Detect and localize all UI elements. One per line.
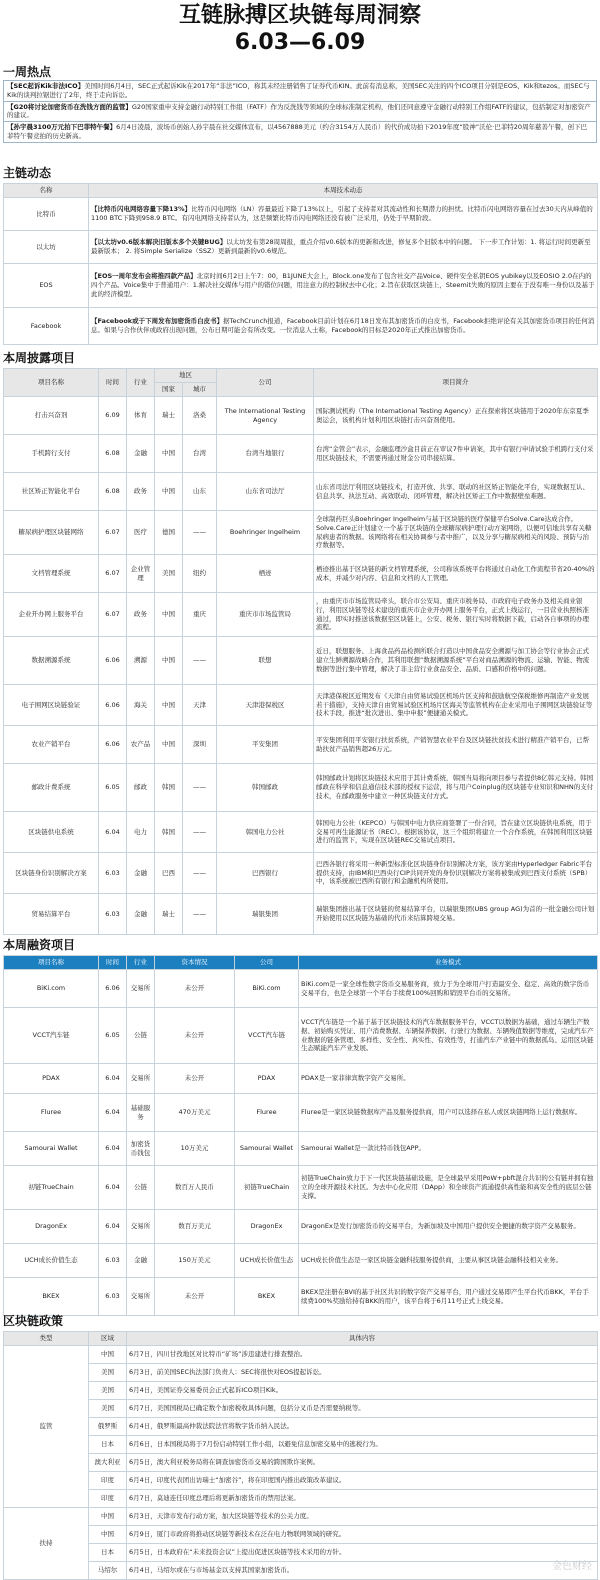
funding-time: 6.03 [99,1244,127,1278]
funding-industry: 交易所 [127,1210,155,1244]
project-time: 6.07 [99,593,127,637]
policy-region: 马绍尔 [89,1562,127,1580]
column-header-industry: 行业 [127,956,155,970]
column-header-city: 城市 [183,383,217,397]
table-row [4,764,598,812]
column-header-capital: 资本情况 [155,956,235,970]
funding-project-name: DragonEx [4,1210,99,1244]
project-company: 巴西银行 [217,853,314,894]
project-country: 中国 [155,473,183,511]
funding-business: BKEX是注册在BVI的基于社区共识的数字资产交易平台，用户通过交易即产生平台代币BKK，平台手续费100%奖励给持有BKK的用户，该平台将于6月11号正式上线交易。 [299,1278,598,1316]
project-city: —— [183,637,217,685]
project-industry: 体育 [127,397,155,435]
project-company: 平安集团 [217,726,314,764]
chain-name: 以太坊 [4,231,89,264]
project-name: 邮政计费系统 [4,764,99,812]
funding-company: Samourai Wallet [235,1132,299,1166]
funding-industry: 交易所 [127,970,155,1008]
table-row [4,726,598,764]
table-header-row [4,184,598,198]
project-country: 中国 [155,637,183,685]
table-row [4,264,598,308]
project-time: 6.05 [99,764,127,812]
project-name: 企业开办网上服务平台 [4,593,99,637]
project-country: 中国 [155,685,183,726]
project-industry: 企业管理 [127,555,155,593]
project-intro: 栖迹推出基于区块链的新文档管理系统，公司称该系统平台将通过自动化工作流程节省20-40%的成本，并减少对内容、信息和文档的人工管理。 [314,555,598,593]
column-header-type: 类型 [4,1332,89,1346]
chain-dynamics-text: 北京时间6月2日上午7：00，B1JUNE大会上，Block.one发布了包含社交产品Voice、硬件安全私钥EOS yubikey以及EOSIO 2.0在内的四个产品。Voice集中于普通用户：1.解决社交媒体与用户的错位问题，用注意力的控制权去中心化；2.旨在获取区块链上，Steemit失败的原因主要在于没有唯一身份以及基于此的经济模型。 [91,272,595,298]
funding-capital: 未公开 [155,1064,235,1094]
funding-business: PDAX是一家菲律宾数字资产交易所。 [299,1064,598,1094]
funding-company: 初链TrueChain [235,1166,299,1210]
table-row [4,1400,598,1418]
column-header-name: 名称 [4,184,89,198]
table-row [4,1436,598,1454]
funding-business: UCH成长价值生态是一家区块链金融科技服务提供商，主要从事区块链金融科技相关业务。 [299,1244,598,1278]
funding-company: PDAX [235,1064,299,1094]
policy-region: 俄罗斯 [89,1418,127,1436]
table-row [4,1064,598,1094]
funding-industry: 基础服务 [127,1094,155,1132]
policy-region: 澳大利亚 [89,1454,127,1472]
column-header-country: 国家 [155,383,183,397]
funding-time: 6.03 [99,1278,127,1316]
project-name: 农业产销平台 [4,726,99,764]
policy-content: 6月4日，印度代表团出访瑞士“加密谷”，将在印度国内推出政策改革建议。 [127,1472,598,1490]
project-city: 天津 [183,685,217,726]
project-intro: 瑞银集团推出基于区块链的贸易结算平台，以瑞银集团(UBS group AG)为首的一批金融公司计划开始使用以区块链为基础的代币来结算跨境交易。 [314,894,598,935]
funding-business: Fluree是一家区块链数据库产品及服务提供商，用户可以选择在私人或区块链网络上运行数据库。 [299,1094,598,1132]
project-name: 糖尿病护理区块链网络 [4,511,99,555]
main-chain-table [3,183,598,345]
project-intro: 近日，联想服务、上海食品药品检测所联合打造以中国食品安全溯源与加工协会等行业协会正式建立生鲜溯源战略合作，其利用联想“数据溯源系统”平台对商品溯源的物流、运输、智能、物流数据等进行集中管理，解决了非主营行业食品安全、品质、口感和价格中的问题。 [314,637,598,685]
column-header-time: 时间 [99,369,127,397]
project-country: 中国 [155,726,183,764]
policy-content: 6月7日，四川甘孜地区对比特币“矿场”涉违建进行排查整治。 [127,1346,598,1364]
funding-industry: 交易所 [127,1278,155,1316]
table-row [4,1132,598,1166]
project-company: 山东省司法厅 [217,473,314,511]
policy-region: 印度 [89,1490,127,1508]
policy-region: 美国 [89,1400,127,1418]
project-intro: 韩国电力公社（KEPCO）与韩国中电力供应商签署了一份合同，旨在建立区块链供电系统，用于交易可再生能源证书（REC）。根据该协议，这三个组织将建立一个合作系统，在韩国利用区块链进行的监管下，实现在区块链REC交易试点项目。 [314,812,598,853]
project-intro: 山东省司法厅利用区块链技术，打造开放、共享、联动的社区矫正智能化平台，实现数据互认、信息共享、执法互动、高效联动、闭环管理，解决社区矫正工作中数据壁垒难题。 [314,473,598,511]
project-industry: 邮政 [127,764,155,812]
column-header-intro: 项目简介 [314,369,598,397]
table-row [4,1008,598,1064]
hot-news-item [4,102,596,123]
table-row [4,1364,598,1382]
column-header-content: 具体内容 [127,1332,598,1346]
policy-table [3,1331,598,1580]
column-header-project: 项目名称 [4,369,99,397]
chain-dynamics-text: 据TechCrunch报道，Facebook目前计划在6月18日发布其加密货币的白皮书，Facebook拒绝评论有关其加密货币项目的任何消息。如果与合作伙伴或政府出现问题，公布日期可能会有所改变。一位消息人士称，Facebook的目标是2020年正式推出加密货币。 [91,317,595,334]
table-row [4,1544,598,1562]
project-country: 瑞士 [155,894,183,935]
table-row [4,1454,598,1472]
policy-content: 6月5日，日本政府在“未来投资会议”上提出促进区块链等技术采用的方针。 [127,1544,598,1562]
funding-company: UCH成长价值生态 [235,1244,299,1278]
funding-industry: 公链 [127,1166,155,1210]
project-time: 6.03 [99,894,127,935]
table-row [4,593,598,637]
project-company: 栖迹 [217,555,314,593]
chain-dynamics-tag: 【Facebook或于下周发布加密货币白皮书】 [91,317,224,326]
project-intro: ，由重庆市市场监管局牵头，联合市公安局、重庆市税务局、市政府电子政务办及相关商业银行，利用区块链等技术建设的重庆市企业开办网上服务平台，正式上线运行，一目营业执照核准通过，即实时推送该数据至区块链上，公安、税务、银行实时将数据下载，启动各自事项的办理流程。 [314,593,598,637]
project-name: 区块链供电系统 [4,812,99,853]
funding-project-name: BKEX [4,1278,99,1316]
project-city: —— [183,812,217,853]
project-city: —— [183,764,217,812]
funding-project-name: VCCT汽车链 [4,1008,99,1064]
column-header-dynamics: 本周技术动态 [89,184,598,198]
project-time: 6.08 [99,435,127,473]
chain-dynamics-text: 以太坊发布第28周周报，重点介绍v0.6版本的更新和改进，修复多个旧版本中的问题。 下一步工作计划：1. 将运行时间更新至最新版本； 2. 将Simple Serialize（SSZ）更新到最新的v0.6规范。 [91,238,591,255]
funding-business: VCCT汽车链是一个基于基于区块链技术的汽车数据服务平台，VCCT以数据为基础，通过车辆生产数据、初始购买凭证、用户消费数据、车辆保养数据、行驶行为数据、车辆残值数据等维度，完成汽车产业数据的链条管理、多样性、安全性、真实性、有效性等，打通汽车产业链中的数据孤岛、运用区块链生态赋能汽车产业发展。 [299,1008,598,1064]
project-time: 6.04 [99,812,127,853]
project-city: 深圳 [183,726,217,764]
report-title: 互链脉搏区块链每周洞察 [178,3,421,28]
column-header-company: 公司 [217,369,314,397]
project-time: 6.08 [99,473,127,511]
section-title-funding: 本周融资项目 [3,938,76,952]
table-row [4,1244,598,1278]
table-row [4,1346,598,1364]
table-row [4,1526,598,1544]
funding-industry: 交易所 [127,1064,155,1094]
project-time: 6.06 [99,685,127,726]
report-header [0,2,600,60]
project-company: 韩国电力公社 [217,812,314,853]
funding-time: 6.04 [99,1166,127,1210]
table-row [4,685,598,726]
policy-content: 6月9日，厦门市政府将推动区块链等新技术在泛在电力物联网领域的研究。 [127,1526,598,1544]
report-date-range: 6.03—6.09 [234,30,366,55]
policy-content: 6月3日，前美国SEC执法部门负责人：SEC将很快对EOS提起诉讼。 [127,1364,598,1382]
hot-news-text: G20国家重申支持金融行动特别工作组（FATF）作为反洗钱等领域的全球标准制定机构，他们还同意遵守金融行动特别工作组FATF的建议，包括制定对加密资产的建议。 [7,102,591,120]
table-row [4,853,598,894]
project-city: 纽约 [183,555,217,593]
project-company: 韩国邮政 [217,764,314,812]
project-name: 文档管理系统 [4,555,99,593]
projects-table [3,368,598,935]
chain-name: EOS [4,264,89,308]
project-country: 美国 [155,555,183,593]
hot-news-box [3,80,597,143]
hot-news-item [4,122,596,142]
table-row [4,435,598,473]
table-row [4,1382,598,1400]
project-country: 中国 [155,593,183,637]
project-time: 6.07 [99,555,127,593]
project-intro: 天津港保税区近期发布《天津自由贸易试验区机场片区支持和鼓励航空保税维修再制造产业发展若干措施》，支持天津自由贸易试验区机场片区海关等监管机构在企业采用电子围网区块链验证等技术手段，推进“批次进出、集中申报”便捷通关模式。 [314,685,598,726]
project-company: 台湾当地银行 [217,435,314,473]
project-industry: 政务 [127,473,155,511]
funding-time: 6.04 [99,1064,127,1094]
funding-company: Fluree [235,1094,299,1132]
funding-capital: 10万美元 [155,1132,235,1166]
policy-content: 6月3日，天津市发布行动方案，加大区块链等技术的公关力度。 [127,1508,598,1526]
chain-dynamics-text: 比特币闪电网络（LN）容量最近下降了13%以上，引起了支持者对其流动性和长期潜力的担忧。比特币闪电网络容量在过去30天内从峰值的1100 BTC下降到958.9 BTC。有闪电网络支持者认为，这是频繁比特币闪电网络还没有被广泛采用，仍处于早期阶段。 [91,205,593,222]
funding-company: DragonEx [235,1210,299,1244]
table-row [4,894,598,935]
project-industry: 溯源 [127,637,155,685]
project-industry: 医疗 [127,511,155,555]
funding-project-name: PDAX [4,1064,99,1094]
funding-capital: 150万美元 [155,1244,235,1278]
chain-dynamics [89,231,598,264]
project-intro: 巴西各银行将采用一种新型标准化区块链身份识别解决方案，该方案由Hyperledger Fabric平台提供支持，由IBM和巴西央行CIP共同开发的身份识别解决方案将被集成到巴西支付系统（SPB）中，该系统被巴西所有银行和金融机构所使用。 [314,853,598,894]
table-row [4,555,598,593]
funding-capital: 未公开 [155,1008,235,1064]
project-country: 韩国 [155,812,183,853]
project-name: 社区矫正智能化平台 [4,473,99,511]
policy-region: 中国 [89,1346,127,1364]
project-company: 瑞银集团 [217,894,314,935]
hot-news-tag: 【G20将讨论加密货币在洗钱方面的监管】 [7,102,132,111]
policy-content: 6月7日，美国国税局已确定数个加密税收具体问题，包括分叉币是否需要纳税等。 [127,1400,598,1418]
funding-time: 6.06 [99,970,127,1008]
chain-dynamics-tag: 【EOS一周年发布会将推四款产品】 [91,272,197,281]
policy-region: 中国 [89,1526,127,1544]
project-time: 6.06 [99,726,127,764]
project-time: 6.06 [99,637,127,685]
project-intro: 平安集团利用平安银行扶贫系统，产销智慧农业平台及区块链扶贫技术进行精准产销平台，已帮助扶贫产品销售超26万元。 [314,726,598,764]
policy-region: 美国 [89,1364,127,1382]
policy-content: 6月5日，澳大利亚税务局将在调查加密货币交易的跨国欺诈案例。 [127,1454,598,1472]
table-row [4,970,598,1008]
table-row [4,1490,598,1508]
project-country: 瑞士 [155,397,183,435]
funding-time: 6.05 [99,1008,127,1064]
funding-project-name: Samourai Wallet [4,1132,99,1166]
funding-project-name: BiKi.com [4,970,99,1008]
policy-region: 日本 [89,1544,127,1562]
section-title-hot: 一周热点 [3,65,52,79]
column-header-region: 地区 [155,369,217,383]
table-row [4,812,598,853]
policy-type: 扶持 [4,1508,89,1580]
table-header-row [4,956,598,970]
project-company: 天津港保税区 [217,685,314,726]
project-industry: 金融 [127,435,155,473]
policy-content: 6月6日，日本国税局将于7月份启动特别工作小组，以避免信息加密交易中的逃税行为。 [127,1436,598,1454]
project-company: Boehringer Ingelheim [217,511,314,555]
funding-business: BiKi.com是一家全球性数字货币交易服务商，致力于为全球用户打造最安全、稳定、高效的数字货币交易平台，也是全球第一个平台手续费100%回购和销毁平台币的交易所。 [299,970,598,1008]
project-industry: 农产品 [127,726,155,764]
project-country: 德国 [155,511,183,555]
project-name: 打击兴奋剂 [4,397,99,435]
policy-content: 6月7日，莫迪连任印度总理后将更新加密货币的禁用法案。 [127,1490,598,1508]
funding-table [3,955,598,1316]
project-industry: 电力 [127,812,155,853]
chain-dynamics [89,308,598,345]
section-title-main-chain: 主链动态 [3,166,52,180]
project-industry: 金融 [127,894,155,935]
funding-capital: 未公开 [155,1278,235,1316]
hot-news-tag: 【孙宇晨3100万元拍下巴菲特午餐】 [7,123,117,132]
table-row [4,1210,598,1244]
chain-name: Facebook [4,308,89,345]
table-row [4,1508,598,1526]
funding-project-name: 初链TrueChain [4,1166,99,1210]
policy-region: 日本 [89,1436,127,1454]
table-row [4,397,598,435]
hot-news-tag: 【SEC起诉Kik非法ICO】 [7,82,85,90]
project-intro: 全球制药巨头Boehringer Ingelheim与基于区块链的医疗保健平台Solve.Care达成合作。Solve.Care正计划建立一个基于区块链的全球糖尿病护理行动方案网络，以便可信地共享有关糖尿病患者的数据。该网络将在相关协调参与者中推广，以及分享与糖尿病相关的风险、预防与治疗数据等。 [314,511,598,555]
table-row [4,637,598,685]
table-header-row [4,1332,598,1346]
table-row [4,473,598,511]
section-title-projects: 本周披露项目 [3,351,76,365]
project-name: 区块链身份识别解决方案 [4,853,99,894]
funding-industry: 金融 [127,1244,155,1278]
project-industry: 金融 [127,853,155,894]
policy-region: 中国 [89,1508,127,1526]
policy-type: 监管 [4,1346,89,1508]
chain-dynamics-tag: 【以太坊v0.6版本解决旧版本多个关键BUG】 [91,238,227,247]
funding-project-name: UCH成长价值生态 [4,1244,99,1278]
table-row [4,1278,598,1316]
project-city: 山东 [183,473,217,511]
project-name: 手机跨行支付 [4,435,99,473]
funding-business: DragonEx是发行加密货币的交易平台，为新加坡及中国用户提供安全便捷的数字资产交易服务。 [299,1210,598,1244]
table-row [4,198,598,231]
table-row [4,1418,598,1436]
hot-news-text: 美国时间6月4日，SEC正式起诉Kik在2017年“非法”ICO，称其未经注册销售了证券代币KIN。此前有消息称，美国SEC关注的四个ICO项目分别是EOS、Kik和tezos。而SEC与Kik的谈判拉锯进行了2年，终于走向诉讼。 [7,82,590,99]
project-company: The International Testing Agency [217,397,314,435]
project-company: 重庆市市场监管局 [217,593,314,637]
section-title-policy: 区块链政策 [3,1314,64,1328]
funding-business: Samourai Wallet是一款比特币钱包APP。 [299,1132,598,1166]
project-name: 数据溯源系统 [4,637,99,685]
column-header-project: 项目名称 [4,956,99,970]
hot-news-text: 6月4日凌晨，波场币创始人孙宇晨在社交媒体宣布，以4567888美元（约合3154万人民币）的代价成功拍下2019年度“股神”沃伦·巴菲特20周年慈善午餐，创下巴菲特午餐竞拍的历史新高。 [7,123,587,140]
funding-industry: 公链 [127,1008,155,1064]
project-city: 重庆 [183,593,217,637]
project-city: —— [183,853,217,894]
funding-company: VCCT汽车链 [235,1008,299,1064]
funding-company: BiKi.com [235,970,299,1008]
funding-time: 6.04 [99,1132,127,1166]
column-header-business: 业务模式 [299,956,598,970]
chain-name: 比特币 [4,198,89,231]
funding-capital: 未公开 [155,970,235,1008]
policy-content: 6月4日，美国证券交易委员会正式起诉ICO项目Kik。 [127,1382,598,1400]
project-time: 6.07 [99,511,127,555]
funding-time: 6.04 [99,1094,127,1132]
project-city: 洛桑 [183,397,217,435]
policy-region: 美国 [89,1382,127,1400]
table-header-row [4,369,598,383]
table-row [4,308,598,345]
table-row [4,1472,598,1490]
project-company: 联想 [217,637,314,685]
column-header-industry: 行业 [127,369,155,397]
policy-region: 印度 [89,1472,127,1490]
funding-time: 6.04 [99,1210,127,1244]
project-intro: 台湾“金管会”表示，金融监理沙盒目前正在审议7件申请案，其中有银行申请试验手机跨行支付采用区块链技术，不需要再通过财金公司串接结算。 [314,435,598,473]
project-city: —— [183,894,217,935]
column-header-region: 区域 [89,1332,127,1346]
project-city: —— [183,511,217,555]
project-city: 台湾 [183,435,217,473]
project-industry: 政务 [127,593,155,637]
project-name: 贸易结算平台 [4,894,99,935]
project-time: 6.03 [99,853,127,894]
column-header-company: 公司 [235,956,299,970]
policy-content: 6月4日，马绍尔或在与市场基金以支持其国家加密货币。 [127,1562,598,1580]
policy-content: 6月4日，俄罗斯最高仲裁法院法官将数字货币纳入民法。 [127,1418,598,1436]
funding-industry: 加密货币钱包 [127,1132,155,1166]
project-country: 巴西 [155,853,183,894]
project-intro: 国际测试机构（The International Testing Agency）正在探索将区块链用于2020年东京夏季奥运会，该机构计划利用区块链打击兴奋剂使用。 [314,397,598,435]
chain-dynamics [89,198,598,231]
funding-capital: 470万美元 [155,1094,235,1132]
project-country: 韩国 [155,764,183,812]
watermark: 金色财经 [552,1560,592,1572]
table-row [4,231,598,264]
column-header-time: 时间 [99,956,127,970]
hot-news-item [4,81,596,102]
funding-project-name: Fluree [4,1094,99,1132]
table-row [4,1166,598,1210]
table-row [4,1562,598,1580]
project-industry: 海关 [127,685,155,726]
project-intro: 韩国邮政计划将区块链技术应用于其计费系统，韩国当局将向项目参与者提供8亿韩元支持。韩国邮政在科学和信息通信技术部的授权下运营，将与用户Coinplug的区块链专业知识和NHN的支付技术，在邮政服务中建立一种区块链支付方式。 [314,764,598,812]
chain-dynamics-tag: 【比特币闪电网络容量下降13%】 [91,205,192,214]
table-row [4,511,598,555]
funding-business: 初链TrueChain致力于下一代区块链基础设施，是全球最早采用PoW+pbft混合共识的公有链并拥有独立的全球开源技术社区。为去中心化应用（DApp）和全球资产流通提供高性能和高安全性的底层公链支撑。 [299,1166,598,1210]
funding-company: BKEX [235,1278,299,1316]
funding-capital: 数百万人民币 [155,1166,235,1210]
table-row [4,1094,598,1132]
chain-dynamics [89,264,598,308]
project-time: 6.09 [99,397,127,435]
project-country: 中国 [155,435,183,473]
project-name: 电子围网区块链验证 [4,685,99,726]
funding-capital: 数百万美元 [155,1210,235,1244]
